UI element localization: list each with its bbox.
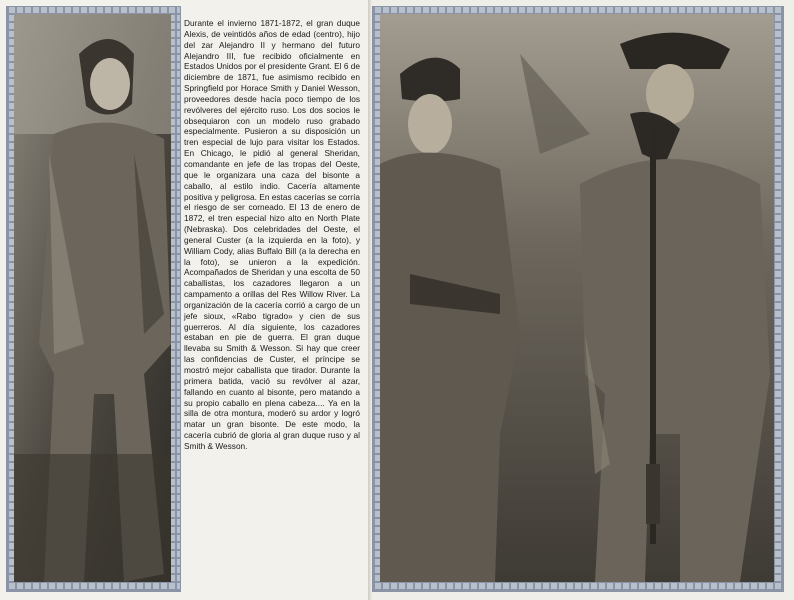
left-page xyxy=(0,0,372,600)
photo-alexis-buffalo-bill xyxy=(380,14,774,582)
photo-custer xyxy=(14,14,171,582)
right-page xyxy=(372,0,794,600)
article-body: Durante el invierno 1871-1872, el gran duque Alexis, de veintidós años de edad (centro), hijo del zar Alejandro II y hermano del futuro Alejandro III, fue recibido oficialmente en Estados Unidos por el presidente Grant. El 6 de diciembre de 1871, fue asimismo recibido en Springfield por Horace Smith y Daniel Wesson, proveedores desde hacía poco tiempo de los revólveres del ejército ruso. Los dos socios le obsequiaron con un modelo ruso grabado especialmente. Pusieron a su disposición un tren especial de lujo para visitar los Estados. En Chicago, le pidió al general Sheridan, comandante en jefe de las tropas del Oeste, que le organizara una caza del bisonte a caballo, al estilo indio. Cacería altamente positiva y peligrosa. En estas cacerías se corría el riesgo de ser corneado. El 13 de enero de 1872, el tren especial hizo alto en North Plate (Nebraska). Dos celebridades del Oeste, el general Custer (a la izquierda en la foto), y William Cody, alias Buffalo Bill (a la derecha en la foto), se unieron a la expedición. Acompañados de Sheridan y una escolta de 50 caballistas, los cazadores llegaron a un campamento a orillas del Res Willow River. La organización de la cacería corrió a cargo de un jefe sioux, «Rabo tigrado» y cien de sus guerreros. Al día siguiente, los cazadores estaban en pie de guerra. El gran duque llevaba su Smith & Wesson. Si hay que creer las confidencias de Custer, el príncipe se mostró mejor caballista que tirador. Durante la primera batida, vació su revólver al azar, fallando en cuanto al bisonte, pero matando a su propio caballo en plena cabeza.... Ya en la silla de otra montura, moderó su ardor y logró matar un gran bisonte. De este modo, la cacería cubrió de gloria al gran duque ruso y al Smith & Wesson. xyxy=(184,18,360,451)
article-text xyxy=(184,18,360,451)
